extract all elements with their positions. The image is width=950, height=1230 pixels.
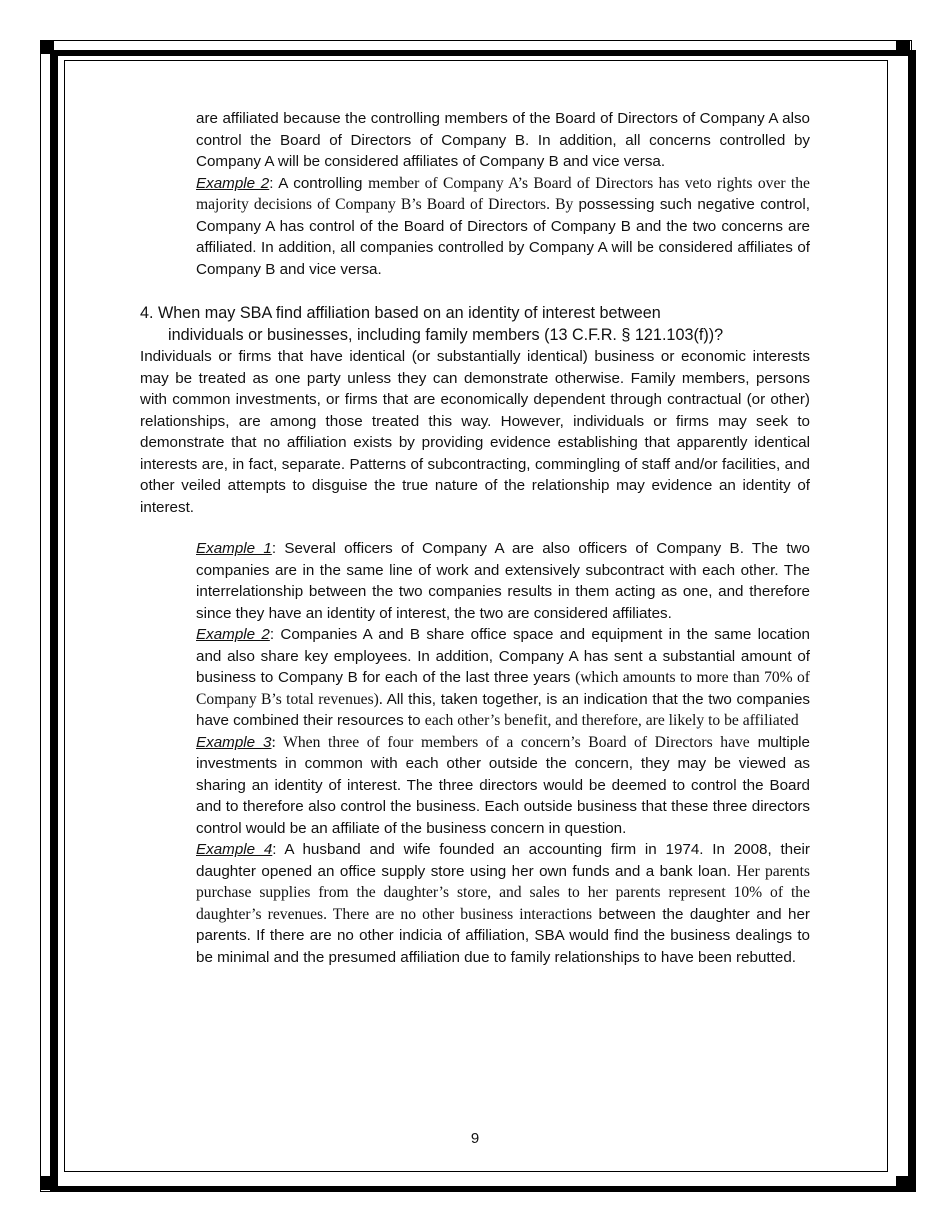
example-label: Example 2 xyxy=(196,174,270,192)
example-text: possessing such negative control, Company A has control of the Board of Directors of Company B and the two concerns are affiliated. In addition, all companies controlled by Company A will be considered affiliates of Company B and vice versa. xyxy=(196,196,810,278)
example-3 xyxy=(196,732,810,840)
example-text: : A controlling xyxy=(269,174,369,192)
example-text: each other’s benefit, and therefore, are likely to be affiliated xyxy=(424,712,799,729)
border-corner-top-right xyxy=(896,40,910,54)
example-label: Example 3 xyxy=(196,733,272,751)
section3-example-2 xyxy=(196,173,810,281)
page-content xyxy=(140,108,810,968)
question-4-body: Individuals or firms that have identical (or substantially identical) business or economic interests may be treated as one party unless they can demonstrate otherwise. Family members, persons with common investments, or firms that are economically dependent through contractual (or other) relationships, are among those treated this way. However, individuals or firms may seek to demonstrate that no affiliation exists by providing evidence establishing that apparently identical interests are, in fact, separate. Patterns of subcontracting, commingling of staff and/or facilities, and other veiled attempts to disguise the true nature of the relationship may evidence an identity of interest. xyxy=(140,348,810,516)
example-2 xyxy=(196,624,810,732)
border-corner-top-left xyxy=(40,40,54,54)
border-corner-bottom-left xyxy=(40,1176,54,1190)
example-text: between the daughter and her parents. If there are no other indicia of affiliation, SBA would find the business dealings to be minimal and the presumed affiliation due to family relationships to have been rebutted. xyxy=(196,905,810,966)
example-text: : Several officers of Company A are also officers of Company B. The two companies are in the same line of work and extensively subcontract with each other. The interrelationship between the two companies results in them acting as one, and therefore since they have an identity of interest, the two are considered affiliates. xyxy=(196,540,810,622)
section3-continued xyxy=(196,108,810,280)
question-4-heading xyxy=(140,302,810,346)
example-text: (which amounts to more than 70% of Company B’s total revenues). xyxy=(196,669,811,708)
example-4 xyxy=(196,839,810,968)
examples-list xyxy=(196,538,810,968)
example-label: Example 4 xyxy=(196,841,273,858)
section3-paragraph: are affiliated because the controlling members of the Board of Directors of Company A also control the Board of Directors of Company B. In addition, all concerns controlled by Company A will be considered affiliates of Company B and vice versa. xyxy=(196,110,810,170)
example-text: member of Company A’s Board of Directors has veto rights over the majority decisions of Company B’s Board of Directors. By xyxy=(196,174,810,213)
example-text: multiple investments in common with each other outside the concern, they may be viewed as sharing an identity of interest. The three directors would be deemed to control the Board and to therefore also control the business. Each outside business that these three directors control would be an affiliate of the business concern in question. xyxy=(196,733,810,837)
example-label: Example 2 xyxy=(196,626,270,643)
example-label: Example 1 xyxy=(196,540,272,557)
example-text: Her parents purchase supplies from the daughter’s store, and sales to her parents represent 10% of the daughter’s revenues. There are no other business interactions xyxy=(196,862,810,923)
example-1 xyxy=(196,538,810,624)
border-corner-bottom-right xyxy=(896,1176,910,1190)
example-text: : A husband and wife founded an accounting firm in 1974. In 2008, their daughter opened an office supply store using her own funds and a bank loan. xyxy=(196,841,810,880)
question-number: 4. xyxy=(140,304,154,322)
question-line-1: When may SBA find affiliation based on an identity of interest between xyxy=(158,304,661,322)
page-number: 9 xyxy=(470,1130,480,1147)
question-line-2: individuals or businesses, including family members (13 C.F.R. § 121.103(f))? xyxy=(168,326,724,344)
example-text: All this, taken together, is an indication that the two companies have combined their resources to xyxy=(196,690,810,729)
example-text: : Companies A and B share office space and equipment in the same location and also share key employees. In addition, Company A has sent a substantial amount of business to Company B for each of the last three years xyxy=(196,626,810,686)
example-text: : When three of four members of a concern’s Board of Directors have xyxy=(271,733,750,751)
